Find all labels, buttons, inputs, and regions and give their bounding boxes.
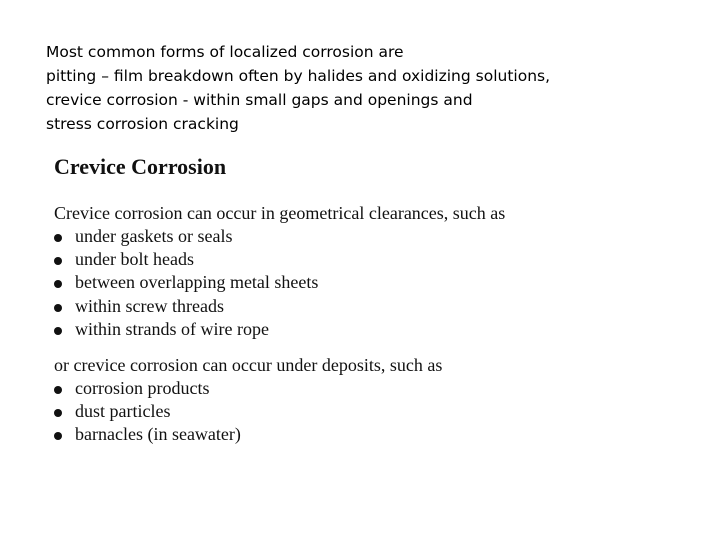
list-item <box>54 423 614 446</box>
list-item-text: within screw threads <box>75 295 224 316</box>
intro-line: Most common forms of localized corrosion are <box>46 43 404 61</box>
bullet-icon <box>54 304 62 312</box>
list-item <box>54 318 614 341</box>
bullet-icon <box>54 386 62 394</box>
intro-line: stress corrosion cracking <box>46 115 239 133</box>
figure-paragraph-deposits: or crevice corrosion can occur under deposits, such as <box>54 355 443 376</box>
bullet-icon <box>54 234 62 242</box>
clearances-list <box>54 225 614 341</box>
intro-line: pitting – film breakdown often by halides and oxidizing solutions, <box>46 67 551 85</box>
list-item <box>54 248 614 271</box>
list-item-text: under gaskets or seals <box>75 226 233 246</box>
figure-paragraph-clearances: Crevice corrosion can occur in geometrical clearances, such as <box>54 203 506 223</box>
list-item-text: under bolt heads <box>75 249 194 270</box>
list-item <box>54 225 614 248</box>
bullet-icon <box>54 257 62 265</box>
bullet-icon <box>54 280 62 288</box>
list-item-text: barnacles (in seawater) <box>75 424 241 445</box>
list-item <box>54 400 614 423</box>
intro-text <box>46 40 706 136</box>
list-item <box>54 271 614 294</box>
bullet-icon <box>54 409 62 417</box>
list-item <box>54 295 614 318</box>
list-item <box>54 377 614 400</box>
deposits-list <box>54 377 614 447</box>
crevice-corrosion-figure <box>54 150 614 447</box>
list-item-text: between overlapping metal sheets <box>75 272 319 293</box>
list-item-text: corrosion products <box>75 378 210 399</box>
figure-heading: Crevice Corrosion <box>54 154 227 179</box>
intro-line: crevice corrosion - within small gaps and openings and <box>46 91 473 109</box>
bullet-icon <box>54 327 62 335</box>
bullet-icon <box>54 432 62 440</box>
list-item-text: within strands of wire rope <box>75 318 269 339</box>
list-item-text: dust particles <box>75 401 171 422</box>
